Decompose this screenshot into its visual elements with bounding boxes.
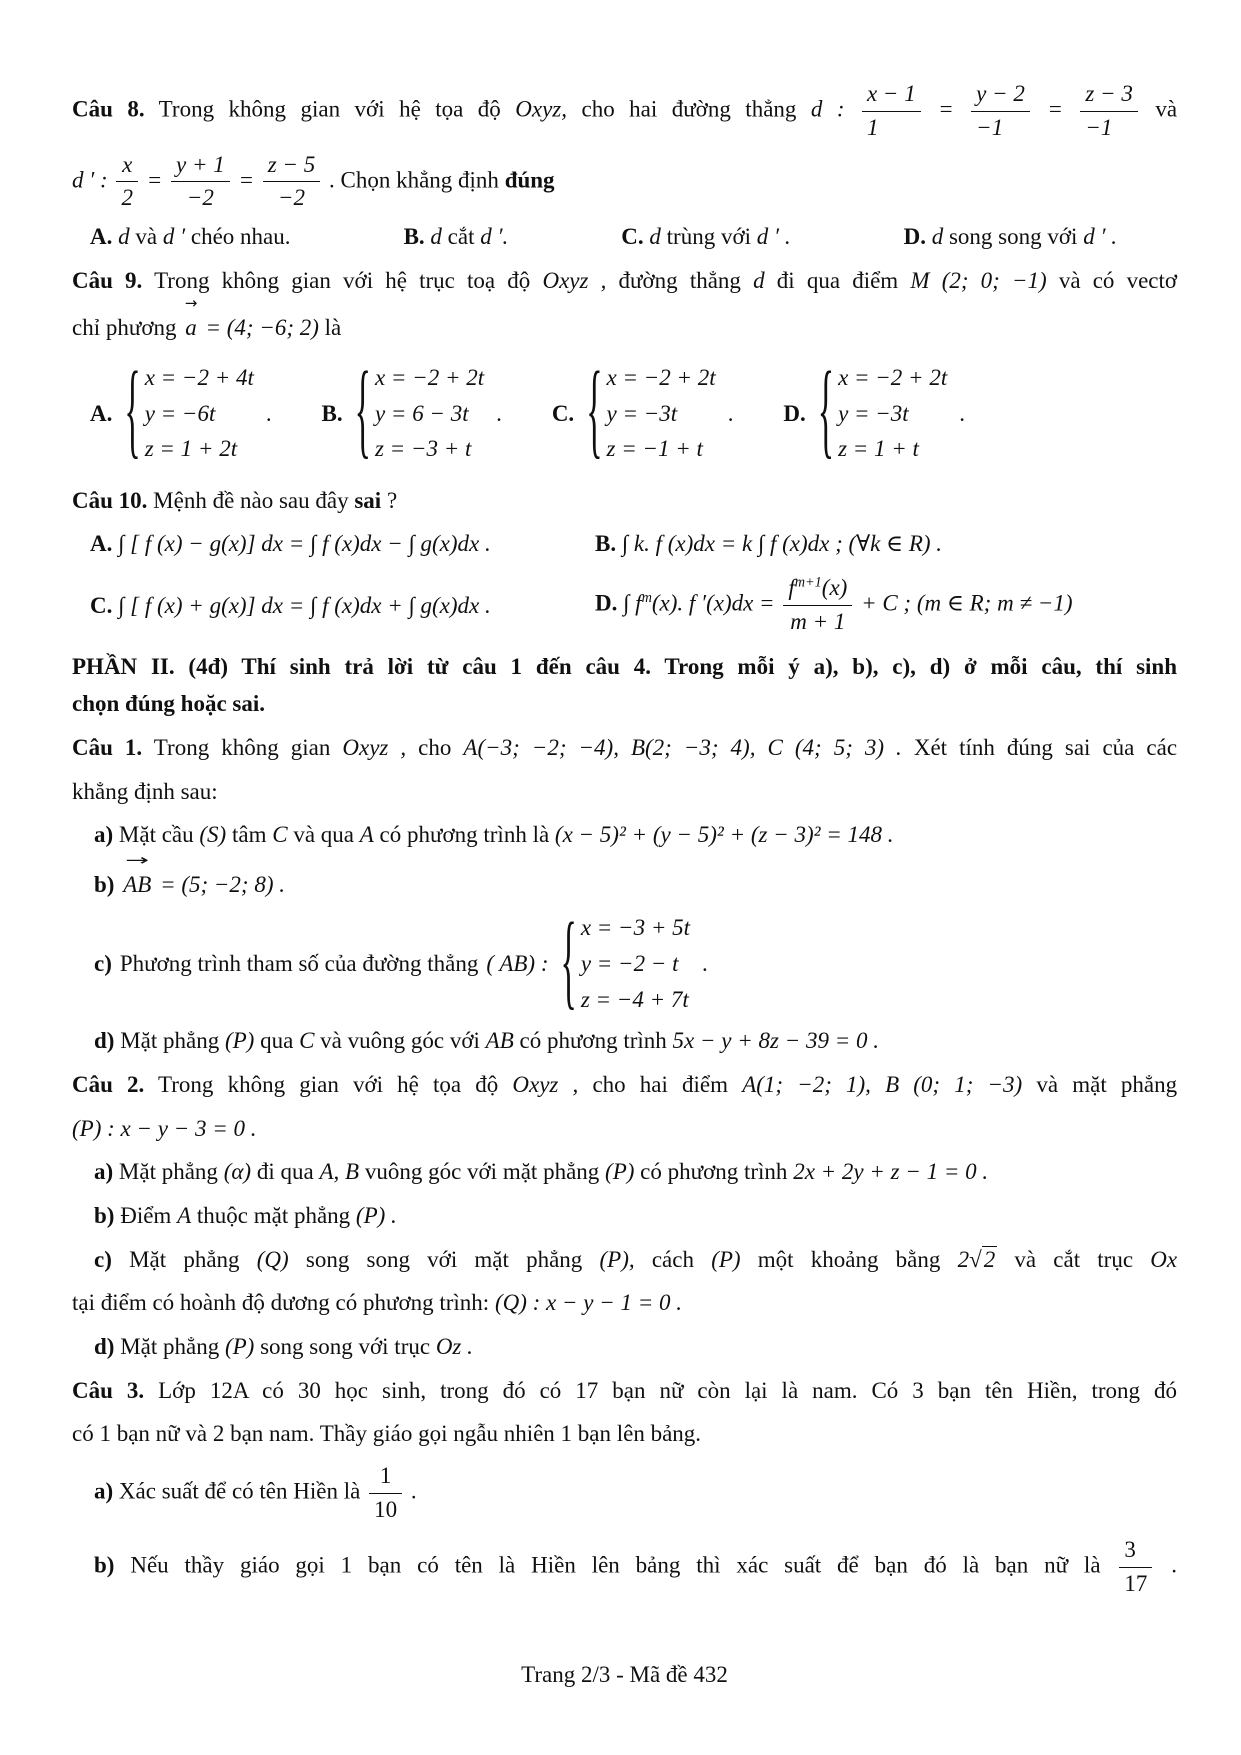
fraction-denominator: −2 [277, 185, 305, 211]
math-segment: Oz . [435, 1333, 473, 1359]
math-segment: AB [485, 1028, 514, 1054]
equation-system [817, 353, 948, 471]
math-segment: (S) [199, 822, 227, 848]
period: . [1171, 1552, 1178, 1578]
option-label: A. [90, 224, 113, 249]
superscript: m+1 [794, 574, 822, 591]
part2-question-1-line-2: khẳng định sau: [72, 778, 218, 804]
text-segment: đi qua điểm [776, 267, 899, 293]
fraction-denominator: 10 [374, 1496, 398, 1522]
option-b [321, 353, 502, 471]
period: . [265, 400, 272, 426]
option-a [90, 353, 272, 471]
math-segment: ∫ [ f (x) + g(x)] dx = ∫ f (x)dx + ∫ g(x)dx . [118, 592, 491, 618]
emphasis-text: sai [354, 487, 382, 513]
math-segment: ( AB) : [486, 951, 549, 977]
text-segment: Lớp 12A có 30 học sinh, trong đó có 17 bạn nữ còn lại là nam. Có 3 bạn tên Hiền, trong đó [158, 1377, 1178, 1403]
item-label: b) [94, 1552, 115, 1578]
math-segment: d ′. [480, 224, 509, 249]
fraction-numerator: z − 3 [1080, 80, 1137, 112]
text-segment: Trong không gian [153, 734, 331, 760]
text-segment: . Chọn khẳng định [328, 167, 499, 193]
equation-row: x = −2 + 2t [374, 364, 485, 390]
equation-row: x = −2 + 4t [144, 364, 254, 390]
option-b [404, 219, 509, 255]
math-segment: A, B [319, 1159, 360, 1185]
fraction-denominator: −1 [976, 114, 1004, 140]
math-segment: d ′ . [1083, 224, 1117, 249]
radical-expression [958, 1247, 998, 1272]
math-segment: 5x − y + 8z − 39 = 0 . [672, 1028, 879, 1054]
math-segment: 2 [957, 1246, 970, 1272]
part2-question-2-line-2: (P) : x − y − 3 = 0 . [72, 1115, 257, 1141]
text-segment: cho [418, 734, 452, 760]
option-label: A. [90, 400, 113, 426]
question-2-item-c-line-2 [72, 1285, 1177, 1321]
item-label: a) [94, 1159, 114, 1185]
math-segment: d [430, 224, 442, 249]
text-segment: và qua [293, 822, 354, 848]
text-segment: Mặt phẳng [118, 1159, 218, 1185]
question-9-line-2 [72, 294, 1177, 346]
equation-row: z = 1 + 2t [144, 436, 238, 462]
text-segment: cho hai điểm [592, 1072, 729, 1098]
text-segment: Mệnh đề nào sau đây [153, 487, 349, 513]
equation-row: y = −6t [144, 400, 216, 426]
fraction [168, 151, 233, 214]
equation-rows [838, 360, 947, 467]
question-10-title [72, 483, 1177, 519]
option-label: D. [903, 224, 926, 249]
equation-row: x = −2 + 2t [838, 364, 948, 390]
fraction-denominator: m + 1 [790, 608, 846, 634]
vector-arrow-icon: → [125, 850, 150, 869]
fraction-numerator: x [116, 151, 138, 183]
math-segment: (Q) [256, 1246, 289, 1272]
period: . [410, 1478, 417, 1504]
math-segment: Ox [1150, 1246, 1178, 1272]
math-segment: d : [810, 96, 845, 122]
text-segment: Xác suất để có tên Hiền là [118, 1478, 361, 1504]
question-9-label: Câu 9. [72, 267, 143, 293]
math-segment: d ′ [162, 224, 186, 249]
text-segment: Xét tính đúng sai của các [913, 734, 1178, 760]
left-brace: { [354, 353, 371, 471]
text-segment: qua [260, 1028, 294, 1054]
question-10-options-row-1 [72, 526, 1177, 562]
equation-row: z = −3 + t [374, 436, 472, 462]
text-segment: Mặt phẳng [129, 1246, 240, 1272]
fraction [780, 574, 855, 637]
math-segment: (x). f ′(x)dx = [651, 590, 775, 616]
vector-arrow-icon: → [184, 294, 198, 313]
option-a [90, 526, 595, 562]
math-segment: (P) [224, 1028, 255, 1054]
math-segment: AB [123, 871, 152, 897]
question-9-options [72, 353, 1177, 471]
option-d [783, 353, 965, 471]
fraction-numerator: x − 1 [862, 80, 921, 112]
text-segment: chỉ phương [72, 315, 177, 341]
question-9-line-1 [72, 263, 1177, 299]
text-segment: song song với mặt phẳng [305, 1246, 583, 1272]
part-2-heading-line-1: PHẦN II. (4đ) Thí sinh trả lời từ câu 1 đến câu 4. Trong mỗi ý a), b), c), d) ở mỗi câu, thí sinh [72, 653, 1177, 679]
item-label: b) [94, 871, 115, 897]
question-1-item-a [72, 817, 1177, 853]
equation-row: y = −3t [838, 400, 909, 426]
fraction-numerator: y + 1 [171, 151, 230, 183]
text-segment: Mặt phẳng [120, 1333, 220, 1359]
question-2-item-d [72, 1329, 1177, 1365]
item-label: a) [94, 822, 114, 848]
math-segment: = (5; −2; 8) . [160, 871, 285, 897]
left-brace: { [560, 904, 577, 1021]
equation-rows [581, 910, 690, 1017]
math-segment: (P) . [355, 1202, 397, 1228]
part2-question-2-line-1 [72, 1067, 1177, 1103]
math-segment: A [177, 1202, 192, 1228]
question-3-item-a [72, 1462, 1177, 1525]
equation-row: y = 6 − 3t [374, 400, 469, 426]
math-segment: (P) [605, 1159, 635, 1185]
math-segment: f [788, 575, 795, 601]
fraction-denominator: −1 [1085, 114, 1113, 140]
text-segment: vuông góc với mặt phẳng [364, 1159, 600, 1185]
fraction-denominator: 1 [866, 114, 879, 140]
option-b [595, 526, 942, 562]
option-d [904, 219, 1117, 255]
period: . [496, 400, 502, 426]
text-segment: Mặt phẳng [120, 1028, 220, 1054]
math-segment: ∫ [ f (x) − g(x)] dx = ∫ f (x)dx − ∫ g(x)dx . [118, 531, 491, 557]
text-segment: một khoảng bằng [757, 1246, 941, 1272]
option-c [621, 219, 790, 255]
question-3-label: Câu 3. [72, 1377, 145, 1403]
math-segment: ∫ f [623, 590, 642, 616]
math-segment: d [649, 224, 661, 249]
math-segment: C [299, 1028, 315, 1054]
item-label: b) [94, 1202, 115, 1228]
item-label: c) [94, 1246, 112, 1272]
question-8-line-1 [72, 80, 1177, 143]
item-label: a) [94, 1478, 114, 1504]
fraction [260, 151, 323, 214]
equals-sign: = [238, 167, 254, 193]
fraction-numerator [783, 574, 852, 606]
equation-row: z = −4 + 7t [580, 986, 689, 1012]
option-label: C. [90, 592, 113, 618]
fraction [968, 80, 1033, 143]
fraction-denominator: 17 [1124, 1571, 1148, 1597]
math-segment: C [272, 822, 288, 848]
emphasis-text: đúng [504, 167, 555, 193]
option-a [90, 219, 291, 255]
text-segment: tâm [231, 822, 267, 848]
part2-question-3-line-2: có 1 bạn nữ và 2 bạn nam. Thầy giáo gọi ngẫu nhiên 1 bạn lên bảng. [72, 1421, 702, 1447]
text-segment: và [1155, 96, 1178, 122]
equation-system [124, 353, 254, 471]
text-segment: có phương trình là [379, 822, 550, 848]
text-segment: Trong không gian với hệ tọa độ [158, 1072, 499, 1098]
math-segment: d [753, 267, 765, 293]
math-segment: ∫ k. f (x)dx = k ∫ f (x)dx ; (∀k ∈ R) . [621, 531, 943, 557]
radical-sign: √ [969, 1246, 982, 1272]
text-segment: và mặt phẳng [1036, 1072, 1178, 1098]
text-segment: tại điểm có hoành độ dương có phương trình: [72, 1290, 490, 1316]
superscript: m [641, 590, 652, 606]
equation-row: z = 1 + t [838, 436, 919, 462]
radicand: 2 [983, 1246, 996, 1272]
math-segment: a [185, 315, 197, 341]
equation-row: z = −1 + t [606, 436, 703, 462]
text-segment: và cắt trục [1014, 1246, 1134, 1272]
math-segment: (P) [224, 1333, 255, 1359]
option-label: C. [621, 224, 644, 249]
option-label: B. [403, 224, 425, 249]
text-segment: Mặt cầu [118, 822, 194, 848]
text-segment: có phương trình [519, 1028, 667, 1054]
part2-question-1-line-1 [72, 730, 1177, 766]
equation-row: y = −3t [606, 400, 678, 426]
equation-rows [375, 360, 484, 467]
equation-row: x = −2 + 2t [606, 364, 716, 390]
equation-system [560, 904, 691, 1021]
text-segment: cho hai đường thẳng [581, 96, 797, 122]
text-segment: và [135, 224, 158, 249]
option-label: D. [595, 590, 618, 616]
text-segment: và vuông góc với [320, 1028, 480, 1054]
math-segment: (Q) : x − y − 1 = 0 . [494, 1290, 683, 1316]
math-segment: Oxyz , [542, 267, 607, 293]
math-segment: Oxyz , [342, 734, 407, 760]
question-2-label: Câu 2. [72, 1072, 145, 1098]
text-segment: chéo nhau. [190, 224, 291, 249]
text-segment: Phương trình tham số của đường thẳng [119, 951, 479, 977]
question-8-options [72, 219, 1177, 255]
option-label: A. [90, 531, 113, 557]
text-segment: Trong không gian với hệ trục toạ độ [154, 267, 531, 293]
math-segment: d [118, 224, 130, 249]
equation-system [586, 353, 716, 471]
question-2-item-a [72, 1154, 1177, 1190]
math-segment: Oxyz , [512, 1072, 579, 1098]
item-label: c) [94, 951, 112, 977]
question-8-line-2 [72, 151, 1177, 214]
vector-ab [123, 850, 152, 903]
option-label: D. [783, 400, 806, 426]
text-segment: Điểm [120, 1202, 172, 1228]
math-segment: = (4; −6; 2) [205, 315, 319, 341]
question-1-item-c [72, 904, 1177, 1021]
option-label: C. [551, 400, 575, 426]
math-segment: A [359, 822, 374, 848]
text-segment: và có vectơ [1058, 267, 1178, 293]
option-c [90, 588, 595, 624]
question-1-item-d [72, 1023, 1177, 1059]
equation-row: x = −3 + 5t [580, 915, 690, 941]
question-8-label: Câu 8. [72, 96, 145, 122]
left-brace: { [124, 353, 141, 471]
part-2-heading-line-2: chọn đúng hoặc sai. [72, 691, 266, 717]
question-10-options-row-2 [72, 574, 1177, 637]
text-segment: Trong không gian với hệ tọa độ [158, 96, 501, 122]
option-label: B. [595, 531, 617, 557]
text-segment: cắt [447, 224, 475, 249]
fraction [859, 80, 924, 143]
fraction [1116, 1536, 1155, 1599]
equation-system [354, 353, 485, 471]
text-segment: có phương trình [640, 1159, 788, 1185]
fraction-denominator: −2 [186, 185, 214, 211]
vector-a [184, 294, 198, 346]
text-segment: là [324, 315, 342, 341]
math-segment: A(−3; −2; −4), B(2; −3; 4), C (4; 5; 3) . [463, 734, 902, 760]
question-3-item-b [72, 1536, 1177, 1599]
question-2-item-c-line-1 [72, 1242, 1177, 1278]
page-footer: Trang 2/3 - Mã đề 432 [521, 1661, 728, 1687]
text-segment: trùng với [666, 224, 752, 249]
fraction-numerator: y − 2 [971, 80, 1030, 112]
fraction [366, 1462, 405, 1525]
math-segment: (P), [599, 1246, 635, 1272]
math-segment: Oxyz, [515, 96, 568, 122]
option-label: B. [321, 400, 343, 426]
fraction-numerator: z − 5 [263, 151, 320, 183]
math-segment: M (2; 0; −1) [910, 267, 1047, 293]
text-segment: Nếu thầy giáo gọi 1 bạn có tên là Hiền lên bảng thì xác suất để bạn đó là bạn nữ là [130, 1552, 1101, 1578]
text-segment: cách [651, 1246, 694, 1272]
equals-sign: = [938, 96, 954, 122]
period: . [727, 400, 734, 426]
question-1-label: Câu 1. [72, 734, 143, 760]
option-c [551, 353, 734, 471]
equals-sign: = [1047, 96, 1063, 122]
equation-rows [607, 360, 716, 467]
fraction-numerator: 1 [369, 1462, 402, 1494]
math-segment: (P) [711, 1246, 741, 1272]
period: . [959, 400, 965, 426]
item-label: d) [94, 1333, 115, 1359]
math-segment: d ′ . [756, 224, 791, 249]
text-segment: song song với [948, 224, 1078, 249]
text-segment: đi qua [256, 1159, 314, 1185]
fraction-numerator: 3 [1119, 1536, 1152, 1568]
period: . [702, 951, 708, 977]
equation-row: y = −2 − t [580, 951, 679, 977]
text-segment: song song với trục [260, 1333, 431, 1359]
question-10-label: Câu 10. [72, 487, 148, 513]
equation-rows [145, 360, 254, 467]
question-1-item-b [72, 850, 1177, 903]
fraction-denominator: 2 [121, 185, 133, 211]
option-d [595, 574, 1073, 637]
equals-sign: = [146, 167, 163, 193]
left-brace: { [586, 353, 603, 471]
math-segment: + C ; (m ∈ R; m ≠ −1) [861, 590, 1073, 616]
math-segment: A(1; −2; 1), B (0; 1; −3) [742, 1072, 1023, 1098]
math-segment: 2x + 2y + z − 1 = 0 . [793, 1159, 989, 1185]
fraction [1077, 80, 1140, 143]
text-segment: đường thẳng [618, 267, 741, 293]
question-2-item-b [72, 1198, 1177, 1234]
math-segment: (x − 5)² + (y − 5)² + (z − 3)² = 148 . [554, 822, 894, 848]
math-segment: (x) [821, 575, 848, 601]
item-label: d) [94, 1028, 115, 1054]
math-segment: d ′ : [72, 167, 108, 193]
math-segment: (α) [223, 1159, 252, 1185]
math-segment: d [931, 224, 944, 249]
part2-question-3-line-1 [72, 1373, 1177, 1409]
left-brace: { [817, 353, 835, 471]
text-segment: ? [386, 487, 398, 513]
fraction [113, 151, 141, 214]
text-segment: thuộc mặt phẳng [196, 1202, 351, 1228]
